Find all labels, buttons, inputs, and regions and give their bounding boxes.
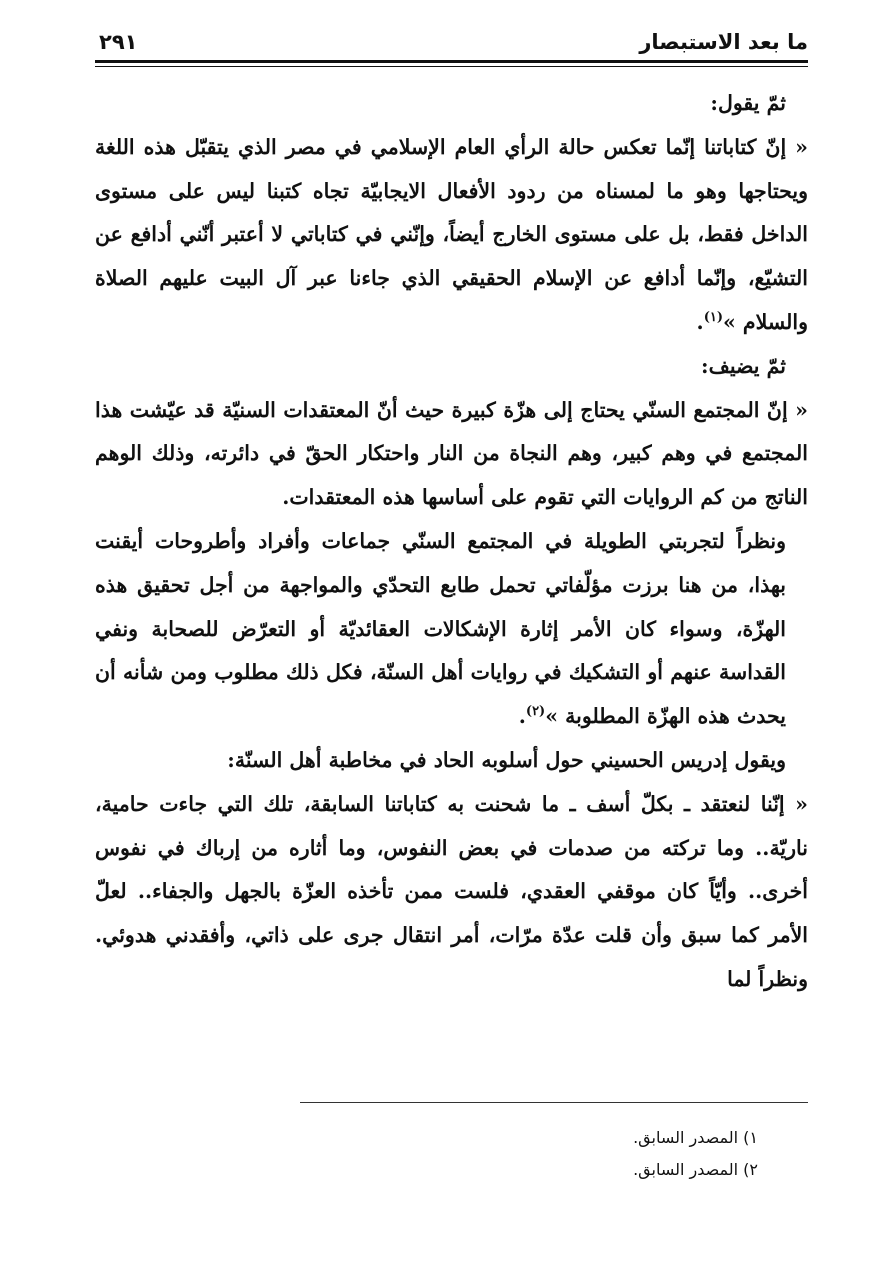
quote-3-text: ونظراً لتجربتي الطويلة في المجتمع السنّي جماعات وأفراد وأطروحات أيقنت بهذا، من هنا برزت مؤلّفاتي تحمل طابع التحدّي والمواجهة من أجل تحقيق هذه الهزّة، وسواء كان الأمر إثارة الإشكالات العقائديّة أو التعرّض للصحابة ونفي القداسة عنهم أو التشكيك في روايات أهل السنّة، فكل ذلك مطلوب ومن شأنه أن يحدث هذه الهزّة المطلوبة » <box>95 528 786 729</box>
intro-line-3 <box>95 739 808 783</box>
quote-3-end: . <box>518 704 526 729</box>
quote-1-end: . <box>696 309 704 334</box>
footnote-2: ٢) المصدر السابق. <box>633 1160 758 1179</box>
quote-paragraph-2: « إنّ المجتمع السنّي يحتاج إلى هزّة كبيرة حيث أنّ المعتقدات السنيّة قد عيّشت هذا المجتمع في وهم كبير، وهم النجاة من النار واحتكار الحقّ في دائرته، وذلك الوهم الناتج من كم الروايات التي تقوم على أساسها هذه المعتقدات. <box>95 397 808 510</box>
page-number: ٢٩١ <box>99 30 138 54</box>
running-header <box>95 22 808 62</box>
footnotes <box>95 1122 808 1186</box>
footnote-ref-2: (٢) <box>525 704 546 720</box>
footnote-ref-1: (١) <box>703 310 723 326</box>
body-text <box>95 82 808 1002</box>
intro-line-1: ثمّ يقول: <box>710 91 786 115</box>
header-rule-thick <box>95 60 808 63</box>
author-name: إدريس الحسيني <box>590 747 728 772</box>
quote-paragraph-4: « إنّنا لنعتقد ـ بكلّ أسف ـ ما شحنت به كتاباتنا السابقة، تلك التي جاءت حامية، ناريّة.. وما تركته من صدمات في بعض النفوس، وما أثاره من إرباك في نفوس أخرى.. وأيّاً كان موقفي العقدي، فلست ممن تأخذه العزّة بالجهل والجفاء.. لعلّ الأمر كما سبق وأن قلت عدّة مرّات، أمر انتقال جرى على ذاتي، وأفقدني هدوئي. ونظراً لما <box>95 791 808 991</box>
intro-3-before: ويقول <box>727 747 786 772</box>
footnote-separator <box>300 1102 808 1103</box>
intro-line-2: ثمّ يضيف: <box>701 353 786 378</box>
quote-paragraph-3 <box>95 520 808 739</box>
intro-3-after: حول أسلوبه الحاد في مخاطبة أهل السنّة: <box>227 747 591 772</box>
quote-paragraph-1 <box>95 126 808 345</box>
quote-1-text: « إنّ كتاباتنا إنّما تعكس حالة الرأي العام الإسلامي في مصر الذي يتقبّل هذه اللغة ويحتاجها وهو ما لمسناه من ردود الأفعال الايجابيّة تجاه كتبنا ليس على مستوى الداخل فقط، بل على مستوى الخارج أيضاً، وإنّني في كتاباتي لا أعتبر أنّني أدافع عن التشيّع، وإنّما أدافع عن الإسلام الحقيقي الذي جاءنا عبر آل البيت عليهم الصلاة والسلام » <box>95 134 808 334</box>
footnote-1: ١) المصدر السابق. <box>633 1128 758 1147</box>
header-rule-thin <box>95 66 808 67</box>
book-title: ما بعد الاستبصار <box>639 30 808 54</box>
